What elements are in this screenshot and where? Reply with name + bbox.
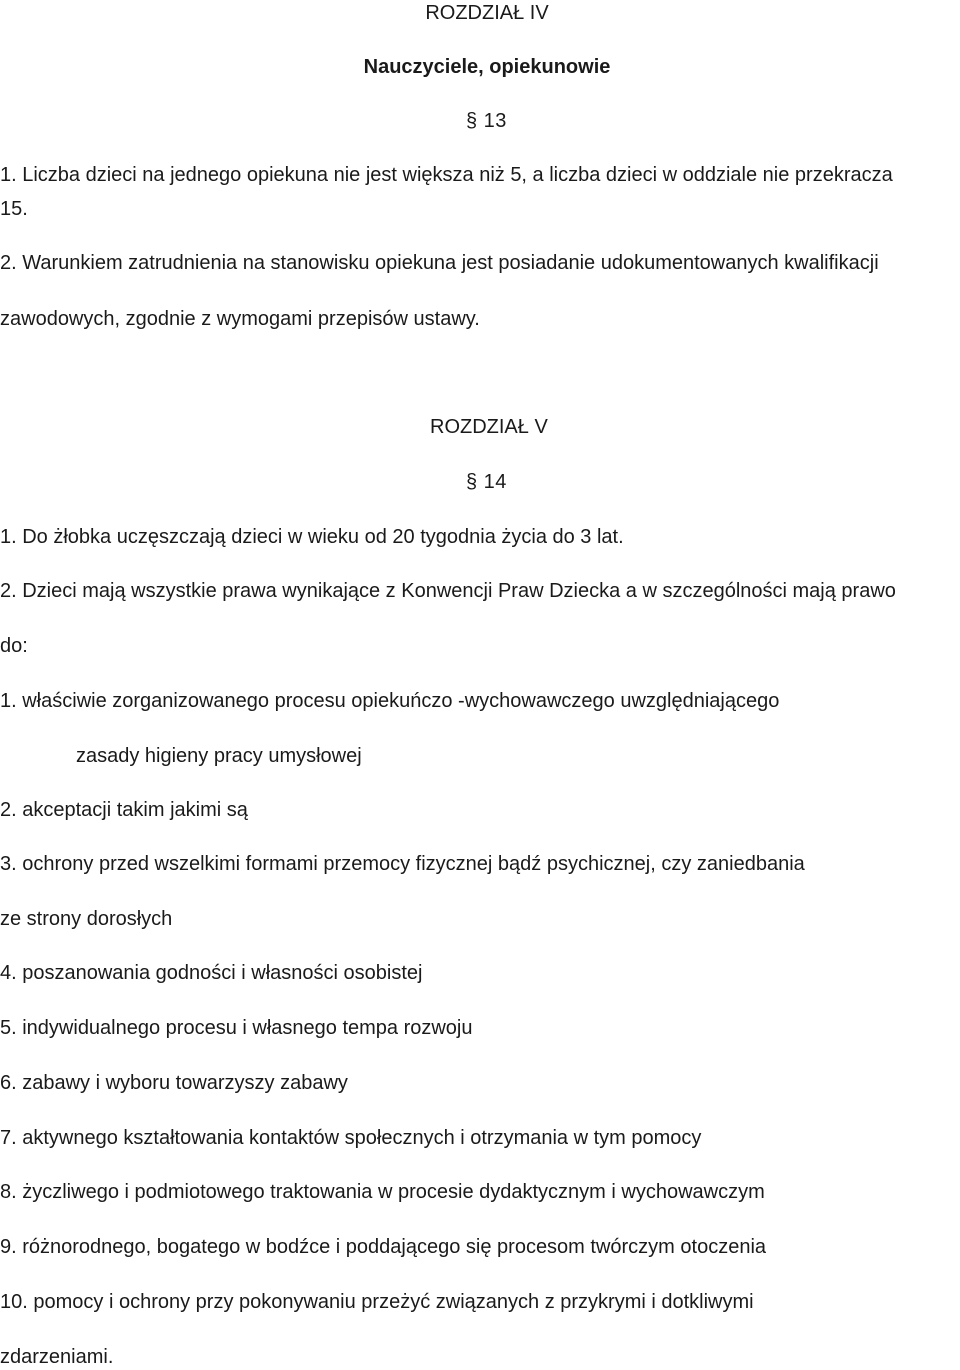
ch4-paragraph-1-line-1: 1. Liczba dzieci na jednego opiekuna nie jest większa niż 5, a liczba dzieci w oddziale nie przekracza bbox=[0, 164, 893, 186]
ch4-paragraph-2-line-2: zawodowych, zgodnie z wymogami przepisów ustawy. bbox=[0, 308, 480, 330]
chapter-4-title: Nauczyciele, opiekunowie bbox=[363, 56, 611, 78]
chapter-4-heading: ROZDZIAŁ IV bbox=[425, 2, 549, 24]
rights-item-8: 8. życzliwego i podmiotowego traktowania w procesie dydaktycznym i wychowawczym bbox=[0, 1181, 765, 1203]
ch5-paragraph-2-line-2: do: bbox=[0, 635, 28, 657]
rights-item-1-line-2: zasady higieny pracy umysłowej bbox=[76, 745, 362, 767]
rights-item-10-line-2: zdarzeniami. bbox=[0, 1346, 114, 1368]
ch5-paragraph-1: 1. Do żłobka uczęszczają dzieci w wieku od 20 tygodnia życia do 3 lat. bbox=[0, 526, 624, 548]
rights-item-3-line-1: 3. ochrony przed wszelkimi formami przemocy fizycznej bądź psychicznej, czy zaniedbania bbox=[0, 853, 805, 875]
rights-item-2: 2. akceptacji takim jakimi są bbox=[0, 799, 248, 821]
rights-item-7: 7. aktywnego kształtowania kontaktów społecznych i otrzymania w tym pomocy bbox=[0, 1127, 702, 1149]
rights-item-6: 6. zabawy i wyboru towarzyszy zabawy bbox=[0, 1072, 348, 1094]
chapter-5-heading: ROZDZIAŁ V bbox=[430, 416, 548, 438]
ch5-paragraph-2-line-1: 2. Dzieci mają wszystkie prawa wynikające z Konwencji Praw Dziecka a w szczególności mają prawo bbox=[0, 580, 896, 602]
rights-item-4: 4. poszanowania godności i własności osobistej bbox=[0, 962, 423, 984]
rights-item-10-line-1: 10. pomocy i ochrony przy pokonywaniu przeżyć związanych z przykrymi i dotkliwymi bbox=[0, 1291, 754, 1313]
rights-item-3-line-2: ze strony dorosłych bbox=[0, 908, 173, 930]
rights-item-1-line-1: 1. właściwie zorganizowanego procesu opiekuńczo -wychowawczego uwzględniającego bbox=[0, 690, 780, 712]
ch4-paragraph-2-line-1: 2. Warunkiem zatrudnienia na stanowisku opiekuna jest posiadanie udokumentowanych kwalifikacji bbox=[0, 252, 879, 274]
rights-item-5: 5. indywidualnego procesu i własnego tempa rozwoju bbox=[0, 1017, 473, 1039]
section-13-label: § 13 bbox=[466, 110, 507, 132]
section-14-label: § 14 bbox=[466, 471, 507, 493]
ch4-paragraph-1-line-2: 15. bbox=[0, 198, 28, 220]
rights-item-9: 9. różnorodnego, bogatego w bodźce i poddającego się procesom twórczym otoczenia bbox=[0, 1236, 767, 1258]
